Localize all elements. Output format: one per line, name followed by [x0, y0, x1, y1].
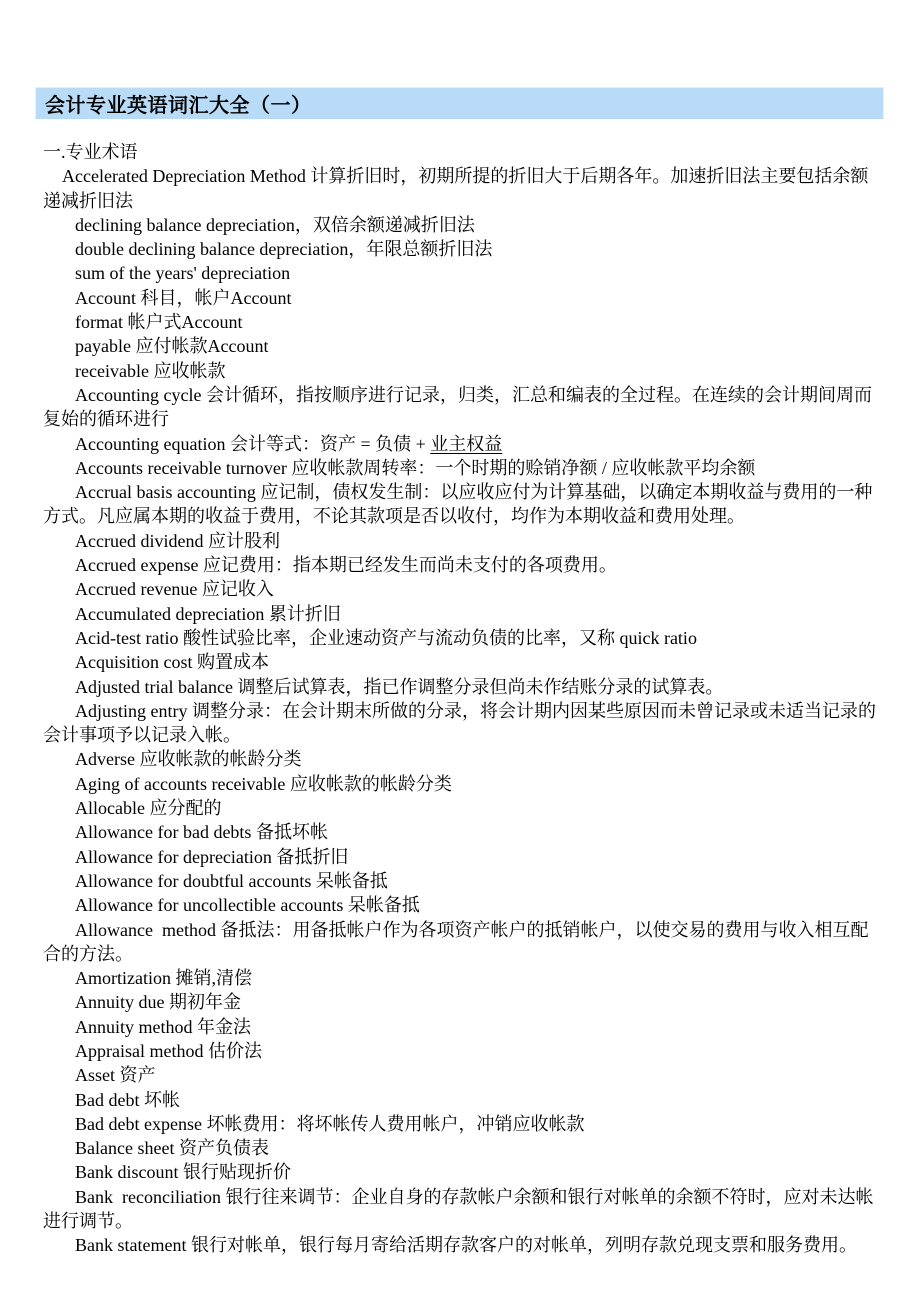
- glossary-entry: Bank statement 银行对帐单，银行每月寄给活期存款客户的对帐单，列明存款兑现支票和服务费用。: [75, 1235, 857, 1256]
- glossary-entry: Accounts receivable turnover 应收帐款周转率：一个时期的赊销净额 / 应收帐款平均余额: [75, 457, 756, 478]
- glossary-entry: Accrued dividend 应计股利: [75, 530, 280, 551]
- glossary-entry: Accelerated Depreciation Method 计算折旧时，初期所提的折旧大于后期各年。加速折旧法主要包括余额递减折旧法: [43, 166, 869, 211]
- glossary-entry: payable 应付帐款Account: [75, 336, 269, 357]
- glossary-entry: Accounting cycle 会计循环，指按顺序进行记录，归类，汇总和编表的全过程。在连续的会计期间周而复始的循环进行: [43, 384, 872, 430]
- glossary-entry: Allowance for doubtful accounts 呆帐备抵: [75, 870, 388, 891]
- glossary-entry: Aging of accounts receivable 应收帐款的帐龄分类: [75, 773, 452, 794]
- glossary-entry: Allowance method 备抵法：用备抵帐户作为各项资产帐户的抵销帐户，以使交易的费用与收入相互配合的方法。: [43, 919, 869, 964]
- glossary-entry: Allowance for uncollectible accounts 呆帐备抵: [75, 895, 420, 916]
- glossary-entry: Accrued expense 应记费用：指本期已经发生而尚未支付的各项费用。: [75, 555, 617, 576]
- glossary-entry: format 帐户式Account: [75, 312, 243, 333]
- glossary-entry: Appraisal method 估价法: [75, 1040, 262, 1061]
- underlined-text: 业主权益: [430, 433, 503, 454]
- glossary-entry: Allocable 应分配的: [75, 798, 222, 819]
- glossary-entry: receivable 应收帐款: [75, 360, 226, 381]
- title-bar: [35, 87, 884, 119]
- glossary-entry: Bad debt 坏帐: [75, 1089, 180, 1110]
- glossary-entry: Adjusted trial balance 调整后试算表，指已作调整分录但尚未作结账分录的试算表。: [75, 676, 724, 697]
- glossary-entry: Bank reconciliation 银行往来调节：企业自身的存款帐户余额和银行对帐单的余额不符时，应对未达帐进行调节。: [43, 1186, 874, 1232]
- glossary-entry: Allowance for bad debts 备抵坏帐: [75, 822, 328, 843]
- glossary-entry: Allowance for depreciation 备抵折旧: [75, 846, 349, 867]
- glossary-entry: declining balance depreciation，双倍余额递减折旧法: [75, 214, 475, 235]
- glossary-entry: sum of the years' depreciation: [75, 263, 291, 284]
- glossary-entry: Adjusting entry 调整分录：在会计期末所做的分录，将会计期内因某些原因而未曾记录或未适当记录的会计事项予以记录入帐。: [43, 700, 876, 746]
- glossary-entry: double declining balance depreciation，年限总额折旧法: [75, 239, 493, 260]
- glossary-entry: Asset 资产: [75, 1065, 156, 1086]
- glossary-entry: Acid-test ratio 酸性试验比率，企业速动资产与流动负债的比率，又称 quick ratio: [75, 627, 697, 648]
- section-heading: 一.专业术语: [43, 142, 138, 162]
- glossary-entry: Annuity method 年金法: [75, 1016, 251, 1037]
- glossary-entry: Accrual basis accounting 应记制，债权发生制：以应收应付为计算基础，以确定本期收益与费用的一种方式。凡应属本期的收益于费用，不论其款项是否以收付，均作为本期收益和费用处理。: [43, 482, 873, 527]
- glossary-entry: Bad debt expense 坏帐费用：将坏帐传人费用帐户，冲销应收帐款: [75, 1113, 585, 1134]
- glossary-entry: Annuity due 期初年金: [75, 992, 241, 1013]
- glossary-entry: Accounting equation 会计等式：资产 = 负债 + 业主权益: [75, 433, 503, 454]
- glossary-entry: Adverse 应收帐款的帐龄分类: [75, 749, 302, 770]
- glossary-entry: Account 科目，帐户Account: [75, 287, 292, 308]
- glossary-entry: Amortization 摊销,清偿: [75, 968, 252, 989]
- page-title: 会计专业英语词汇大全（一）: [45, 94, 312, 117]
- glossary-entry: Accumulated depreciation 累计折旧: [75, 603, 341, 624]
- glossary-list: [43, 140, 876, 1258]
- glossary-entry: Balance sheet 资产负债表: [75, 1138, 269, 1159]
- glossary-entry: Bank discount 银行贴现折价: [75, 1162, 291, 1183]
- glossary-entry: Acquisition cost 购置成本: [75, 652, 269, 673]
- glossary-entry: Accrued revenue 应记收入: [75, 579, 274, 600]
